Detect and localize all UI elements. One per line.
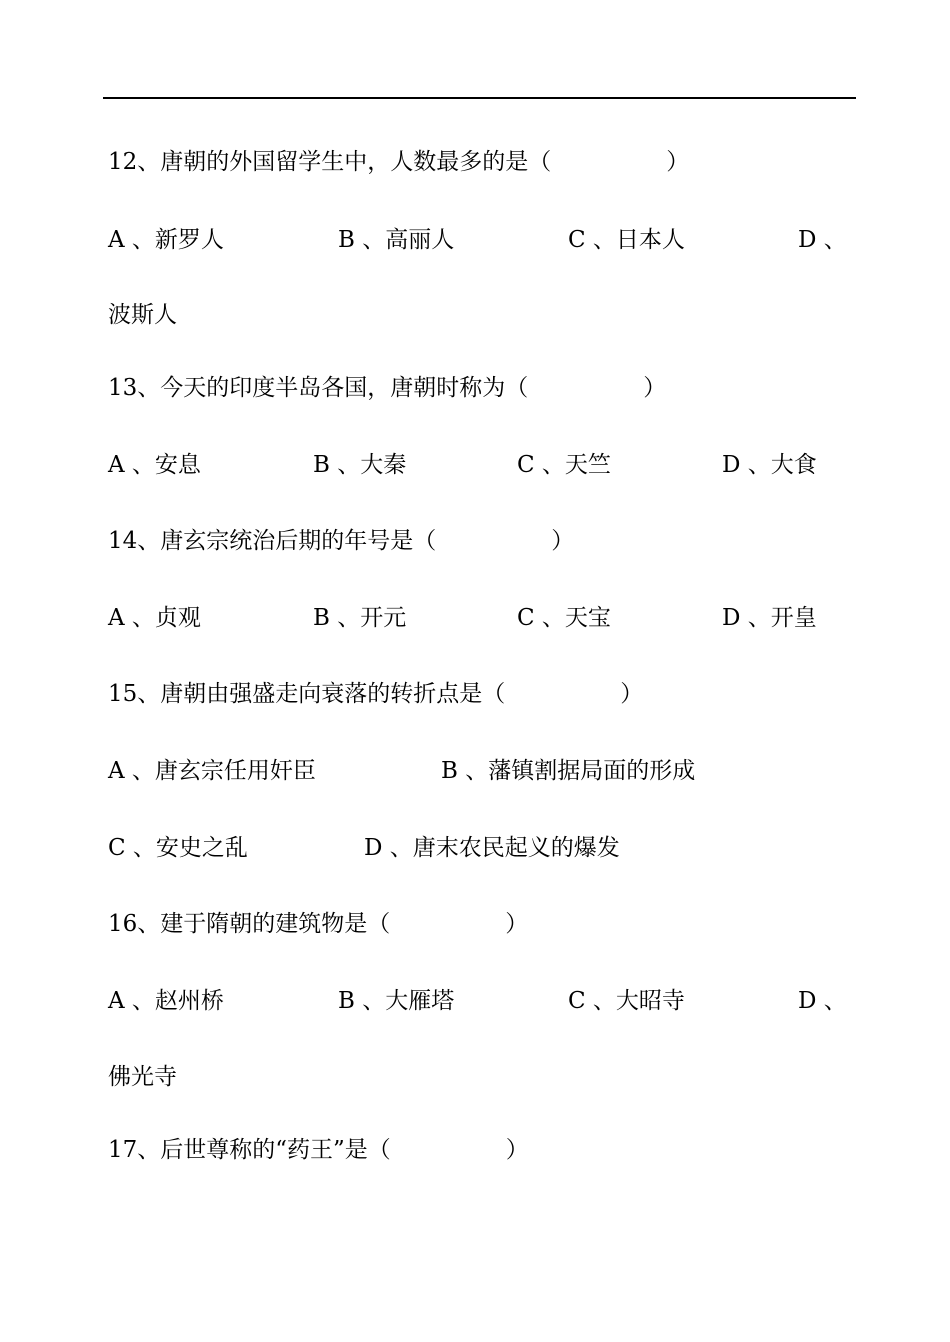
question-13-option-c: C 、天竺	[517, 452, 611, 478]
question-16-option-c: C 、大昭寺	[568, 988, 685, 1014]
question-16-option-d: D 、	[798, 988, 847, 1014]
question-15-option-c: C 、安史之乱	[108, 835, 248, 861]
question-12-option-c: C 、日本人	[568, 227, 685, 253]
question-16-stem: 16、建于隋朝的建筑物是（ ）	[108, 911, 529, 937]
question-13-stem: 13、今天的印度半岛各国，唐朝时称为（ ）	[108, 375, 667, 401]
question-12-stem: 12、唐朝的外国留学生中，人数最多的是（ ）	[108, 149, 690, 175]
question-13-option-b: B 、大秦	[313, 452, 407, 478]
question-15-stem: 15、唐朝由强盛走向衰落的转折点是（ ）	[108, 681, 644, 707]
question-14-option-b: B 、开元	[313, 605, 407, 631]
question-15-option-b: B 、藩镇割据局面的形成	[441, 758, 696, 784]
question-13-option-d: D 、大食	[722, 452, 817, 478]
question-16-option-a: A 、赵州桥	[108, 988, 224, 1014]
question-17-stem: 17、后世尊称的“药王”是（ ）	[108, 1137, 529, 1163]
question-13-option-a: A 、安息	[108, 452, 201, 478]
question-14-option-c: C 、天宝	[517, 605, 611, 631]
question-12-option-d-wrap: 波斯人	[108, 302, 177, 328]
question-12-option-a: A 、新罗人	[108, 227, 224, 253]
question-16-option-d-wrap: 佛光寺	[108, 1064, 177, 1090]
question-14-option-d: D 、开皇	[722, 605, 817, 631]
question-12-option-b: B 、高丽人	[338, 227, 455, 253]
question-14-stem: 14、唐玄宗统治后期的年号是（ ）	[108, 528, 575, 554]
question-12-option-d: D 、	[798, 227, 847, 253]
header-rule	[103, 97, 856, 99]
question-14-option-a: A 、贞观	[108, 605, 201, 631]
question-15-option-d: D 、唐末农民起义的爆发	[364, 835, 620, 861]
question-15-option-a: A 、唐玄宗任用奸臣	[108, 758, 316, 784]
question-16-option-b: B 、大雁塔	[338, 988, 455, 1014]
